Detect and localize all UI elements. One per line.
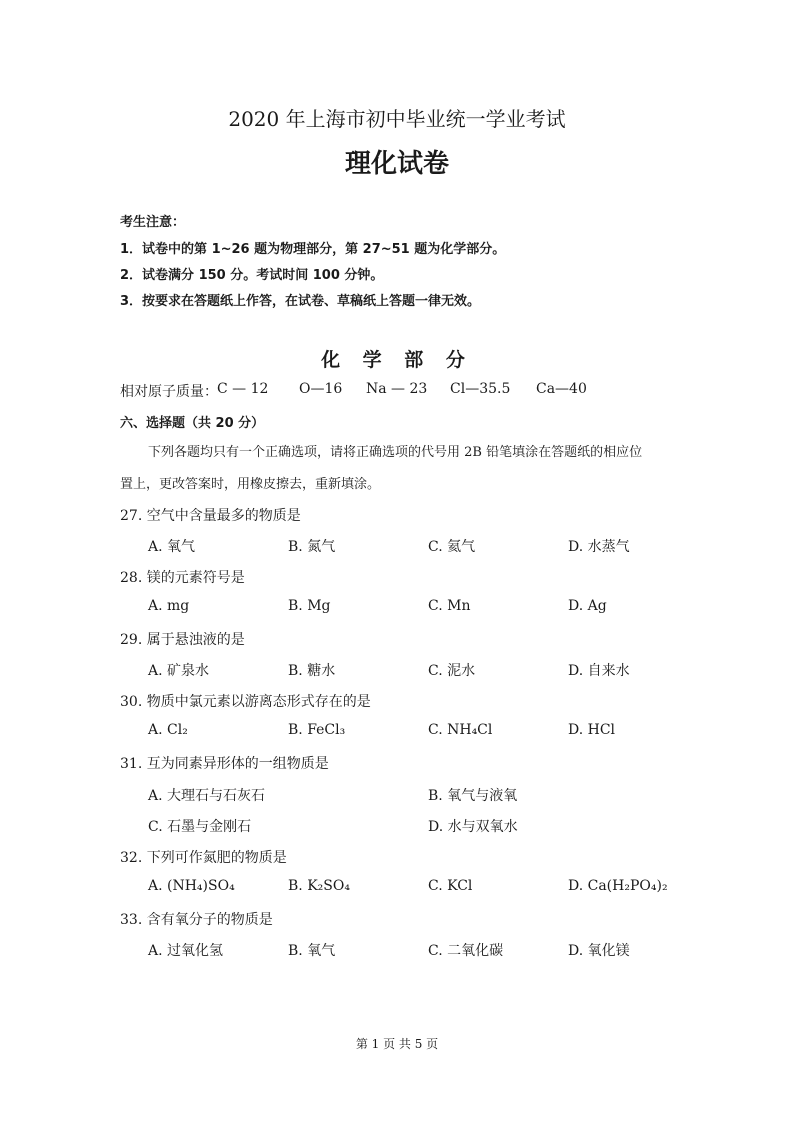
option-d: D. HCl <box>568 722 616 738</box>
page-number: 第 1 页 共 5 页 <box>355 1037 439 1051</box>
atomic-mass-o: O—16 <box>299 381 343 397</box>
part-heading: 六、选择题（共 20 分） <box>120 416 265 431</box>
option-a: A. mg <box>148 598 190 614</box>
option-d: D. 自来水 <box>568 663 630 679</box>
option-b: B. 氧气 <box>288 943 336 959</box>
option-c: C. 二氧化碳 <box>428 943 504 959</box>
option-c: C. KCl <box>428 878 473 894</box>
atomic-mass-na: Na — 23 <box>366 381 428 397</box>
option-b: B. FeCl₃ <box>288 722 346 738</box>
option-a: A. 大理石与石灰石 <box>148 788 266 804</box>
option-d: D. 氧化镁 <box>568 943 630 959</box>
question-stem: 29. 属于悬浊液的是 <box>120 632 245 648</box>
option-b: B. Mg <box>288 598 331 614</box>
option-a: A. 过氧化氢 <box>148 943 224 959</box>
notice-item-3: 3．按要求在答题纸上作答，在试卷、草稿纸上答题一律无效。 <box>120 294 481 309</box>
option-d: D. Ca(H₂PO₄)₂ <box>568 878 668 894</box>
question-stem: 32. 下列可作氮肥的物质是 <box>120 850 287 866</box>
option-a: A. 氧气 <box>148 539 196 555</box>
option-c: C. NH₄Cl <box>428 722 493 738</box>
atomic-mass-c: C — 12 <box>217 381 269 397</box>
notice-item-1: 1．试卷中的第 1~26 题为物理部分，第 27~51 题为化学部分。 <box>120 242 506 257</box>
exam-title: 2020 年上海市初中毕业统一学业考试 <box>228 107 566 131</box>
option-b: B. 糖水 <box>288 663 336 679</box>
atomic-mass-label: 相对原子质量： <box>120 384 218 400</box>
question-stem: 28. 镁的元素符号是 <box>120 570 245 586</box>
option-a: A. 矿泉水 <box>148 663 210 679</box>
question-stem: 27. 空气中含量最多的物质是 <box>120 508 301 524</box>
option-b: B. 氧气与液氧 <box>428 788 518 804</box>
option-b: B. 氮气 <box>288 539 336 555</box>
option-c: C. 石墨与金刚石 <box>148 819 252 835</box>
atomic-mass-cl: Cl—35.5 <box>450 381 511 397</box>
section-title: 化 学 部 分 <box>321 349 473 371</box>
notice-item-2: 2．试卷满分 150 分。考试时间 100 分钟。 <box>120 268 384 283</box>
option-a: A. (NH₄)SO₄ <box>148 878 235 894</box>
option-d: D. 水与双氧水 <box>428 819 518 835</box>
exam-subtitle: 理化试卷 <box>344 149 449 179</box>
option-c: C. Mn <box>428 598 471 614</box>
instruction-line-2: 置上，更改答案时，用橡皮擦去，重新填涂。 <box>120 477 381 492</box>
option-a: A. Cl₂ <box>148 722 188 738</box>
option-c: C. 氦气 <box>428 539 476 555</box>
instruction-line-1: 下列各题均只有一个正确选项，请将正确选项的代号用 2B 铅笔填涂在答题纸的相应位 <box>148 445 643 460</box>
option-d: D. 水蒸气 <box>568 539 630 555</box>
question-stem: 30. 物质中氯元素以游离态形式存在的是 <box>120 694 371 710</box>
question-stem: 33. 含有氧分子的物质是 <box>120 912 273 928</box>
question-stem: 31. 互为同素异形体的一组物质是 <box>120 756 329 772</box>
option-c: C. 泥水 <box>428 663 476 679</box>
notice-label: 考生注意： <box>120 215 186 230</box>
option-d: D. Ag <box>568 598 607 614</box>
option-b: B. K₂SO₄ <box>288 878 350 894</box>
atomic-mass-ca: Ca—40 <box>536 381 587 397</box>
